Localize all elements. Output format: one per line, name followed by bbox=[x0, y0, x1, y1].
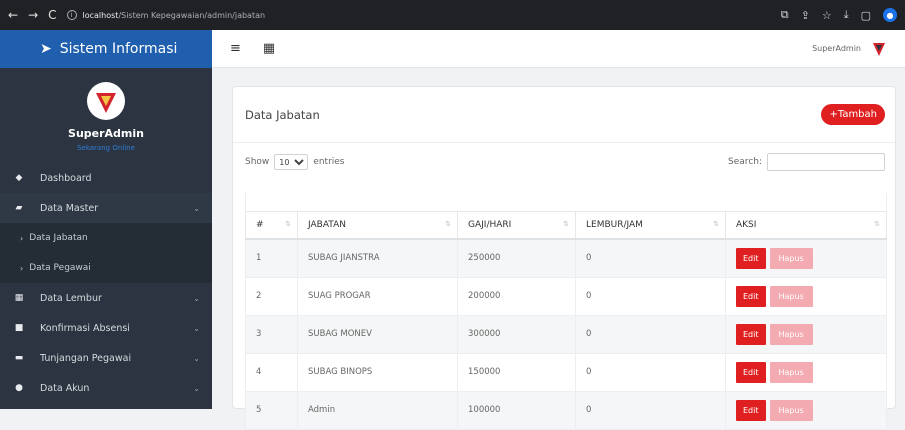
cell-number: 2 bbox=[246, 277, 298, 315]
sidebar-item-label: Tunjangan Pegawai bbox=[40, 352, 132, 364]
submenu-data-master bbox=[0, 223, 212, 283]
delete-button[interactable]: Hapus bbox=[770, 286, 813, 307]
cell-lembur: 0 bbox=[576, 315, 726, 353]
edit-button[interactable]: Edit bbox=[736, 400, 766, 421]
reload-icon[interactable]: C bbox=[48, 8, 57, 22]
cell-gaji: 250000 bbox=[458, 239, 576, 277]
table-row bbox=[246, 277, 887, 315]
cell-gaji: 150000 bbox=[458, 353, 576, 391]
entries-label: entries bbox=[313, 157, 345, 167]
window-icon[interactable]: ▢ bbox=[860, 8, 871, 22]
edit-button[interactable]: Edit bbox=[736, 324, 766, 345]
profile-name: SuperAdmin bbox=[68, 127, 144, 140]
paper-plane-icon: ➤ bbox=[40, 41, 52, 57]
chevron-down-icon: ⌄ bbox=[193, 323, 200, 333]
sidebar-item-label: Data Akun bbox=[40, 382, 90, 394]
cell-aksi bbox=[726, 315, 887, 353]
share-icon[interactable]: ⇪ bbox=[800, 8, 810, 22]
sidebar-item-tunjangan-pegawai[interactable] bbox=[0, 343, 212, 373]
browser-toolbar bbox=[0, 0, 905, 30]
edit-button[interactable]: Edit bbox=[736, 248, 766, 269]
column-header-jabatan[interactable]: JABATAN ⇅ bbox=[298, 211, 458, 239]
column-header-lembur[interactable]: LEMBUR/JAM ⇅ bbox=[576, 211, 726, 239]
table-row bbox=[246, 239, 887, 277]
search-input[interactable] bbox=[767, 153, 885, 171]
cell-gaji: 200000 bbox=[458, 277, 576, 315]
data-jabatan-card bbox=[232, 86, 896, 415]
sidebar-item-konfirmasi-absensi[interactable] bbox=[0, 313, 212, 343]
cell-aksi bbox=[726, 391, 887, 429]
table-spacer-row bbox=[246, 193, 887, 211]
add-button-label: Tambah bbox=[837, 109, 877, 120]
user-panel bbox=[0, 68, 212, 163]
sidebar-item-label: Konfirmasi Absensi bbox=[40, 322, 130, 334]
star-icon[interactable]: ☆ bbox=[821, 8, 832, 22]
delete-button[interactable]: Hapus bbox=[770, 400, 813, 421]
logo bbox=[87, 82, 125, 120]
forward-icon[interactable]: → bbox=[28, 8, 39, 22]
table-controls bbox=[233, 143, 895, 181]
cell-lembur: 0 bbox=[576, 239, 726, 277]
info-icon[interactable]: i bbox=[67, 10, 77, 20]
cell-number: 3 bbox=[246, 315, 298, 353]
brand[interactable] bbox=[0, 30, 212, 68]
sidebar-item-label: Data Pegawai bbox=[29, 263, 91, 273]
sidebar-item-data-master[interactable] bbox=[0, 193, 212, 223]
edit-button[interactable]: Edit bbox=[736, 362, 766, 383]
cell-number: 4 bbox=[246, 353, 298, 391]
profile-icon[interactable]: ● bbox=[883, 8, 897, 22]
page-title: Data Jabatan bbox=[245, 107, 320, 122]
sidebar-item-data-pegawai[interactable] bbox=[0, 253, 212, 283]
cell-jabatan: Admin bbox=[298, 391, 458, 429]
cell-lembur: 0 bbox=[576, 353, 726, 391]
plus-icon: + bbox=[829, 109, 838, 120]
url-path: /Sistem Kepegawaian/admin/jabatan bbox=[118, 10, 266, 20]
shield-logo-icon bbox=[89, 84, 123, 118]
chevron-right-icon: › bbox=[20, 263, 24, 273]
sidebar-item-label: Data Lembur bbox=[40, 292, 102, 304]
brand-title: Sistem Informasi bbox=[59, 41, 178, 57]
cell-jabatan: SUBAG JIANSTRA bbox=[298, 239, 458, 277]
chevron-down-icon: ⌄ bbox=[193, 293, 200, 303]
cell-jabatan: SUBAG BINOPS bbox=[298, 353, 458, 391]
account-icon: ● bbox=[15, 383, 23, 393]
sidebar bbox=[0, 30, 212, 409]
chevron-down-icon: ⌄ bbox=[193, 383, 200, 393]
table-row bbox=[246, 315, 887, 353]
sidebar-item-label: Dashboard bbox=[40, 172, 92, 184]
topbar-username: SuperAdmin bbox=[812, 44, 861, 53]
cell-aksi bbox=[726, 353, 887, 391]
cell-aksi bbox=[726, 277, 887, 315]
add-button[interactable] bbox=[821, 104, 885, 125]
edit-button[interactable]: Edit bbox=[736, 286, 766, 307]
delete-button[interactable]: Hapus bbox=[770, 324, 813, 345]
column-header-number[interactable]: # ⇅ bbox=[246, 211, 298, 239]
sidebar-item-label: Data Jabatan bbox=[29, 233, 88, 243]
sort-icon[interactable]: ⇅ bbox=[713, 219, 719, 228]
grid-icon[interactable]: ▦ bbox=[262, 41, 276, 56]
translate-icon[interactable]: ⧉ bbox=[780, 8, 789, 21]
sort-icon[interactable]: ⇅ bbox=[563, 219, 569, 228]
book-icon: ▰ bbox=[15, 203, 23, 213]
card-icon: ▬ bbox=[14, 353, 24, 363]
search-label: Search: bbox=[728, 157, 762, 167]
sidebar-item-data-jabatan[interactable] bbox=[0, 223, 212, 253]
dashboard-icon: ◆ bbox=[15, 173, 23, 183]
sort-icon[interactable]: ⇅ bbox=[445, 219, 451, 228]
profile-status: Sekarang Online bbox=[77, 144, 135, 152]
cell-gaji: 300000 bbox=[458, 315, 576, 353]
table-row bbox=[246, 391, 887, 429]
bookmark-icon: ■ bbox=[14, 323, 24, 333]
calendar-icon: ▦ bbox=[14, 293, 24, 303]
show-label: Show bbox=[245, 157, 270, 167]
search-box bbox=[728, 153, 885, 171]
chevron-right-icon: › bbox=[20, 233, 24, 243]
column-header-aksi[interactable]: AKSI ⇅ bbox=[726, 211, 887, 239]
cell-gaji: 100000 bbox=[458, 391, 576, 429]
cell-aksi bbox=[726, 239, 887, 277]
user-menu[interactable] bbox=[812, 41, 887, 57]
delete-button[interactable]: Hapus bbox=[770, 248, 813, 269]
download-icon[interactable]: ⤓ bbox=[843, 8, 849, 21]
topbar bbox=[212, 30, 905, 68]
sidebar-item-label: Data Master bbox=[40, 202, 99, 214]
back-icon[interactable]: ← bbox=[8, 8, 19, 22]
url-host: localhost bbox=[82, 10, 119, 20]
sidebar-item-dashboard[interactable] bbox=[0, 163, 212, 193]
jabatan-table bbox=[245, 193, 887, 430]
column-header-gaji[interactable]: GAJI/HARI ⇅ bbox=[458, 211, 576, 239]
cell-jabatan: SUBAG MONEV bbox=[298, 315, 458, 353]
cell-number: 1 bbox=[246, 239, 298, 277]
cell-jabatan: SUAG PROGAR bbox=[298, 277, 458, 315]
card-header bbox=[233, 87, 895, 143]
chevron-down-icon: ⌄ bbox=[193, 203, 200, 213]
delete-button[interactable]: Hapus bbox=[770, 362, 813, 383]
cell-number: 5 bbox=[246, 391, 298, 429]
entries-select[interactable] bbox=[274, 154, 308, 170]
table-header-row bbox=[246, 211, 887, 239]
table-row bbox=[246, 353, 887, 391]
cell-lembur: 0 bbox=[576, 391, 726, 429]
user-avatar-icon bbox=[871, 41, 887, 57]
sort-icon[interactable]: ⇅ bbox=[285, 219, 291, 228]
sidebar-item-data-lembur[interactable] bbox=[0, 283, 212, 313]
chevron-down-icon: ⌄ bbox=[193, 353, 200, 363]
sort-icon[interactable]: ⇅ bbox=[874, 219, 880, 228]
hamburger-menu-icon[interactable]: ≡ bbox=[230, 41, 241, 56]
sidebar-item-data-akun[interactable] bbox=[0, 373, 212, 403]
cell-lembur: 0 bbox=[576, 277, 726, 315]
address-bar[interactable] bbox=[67, 10, 266, 20]
